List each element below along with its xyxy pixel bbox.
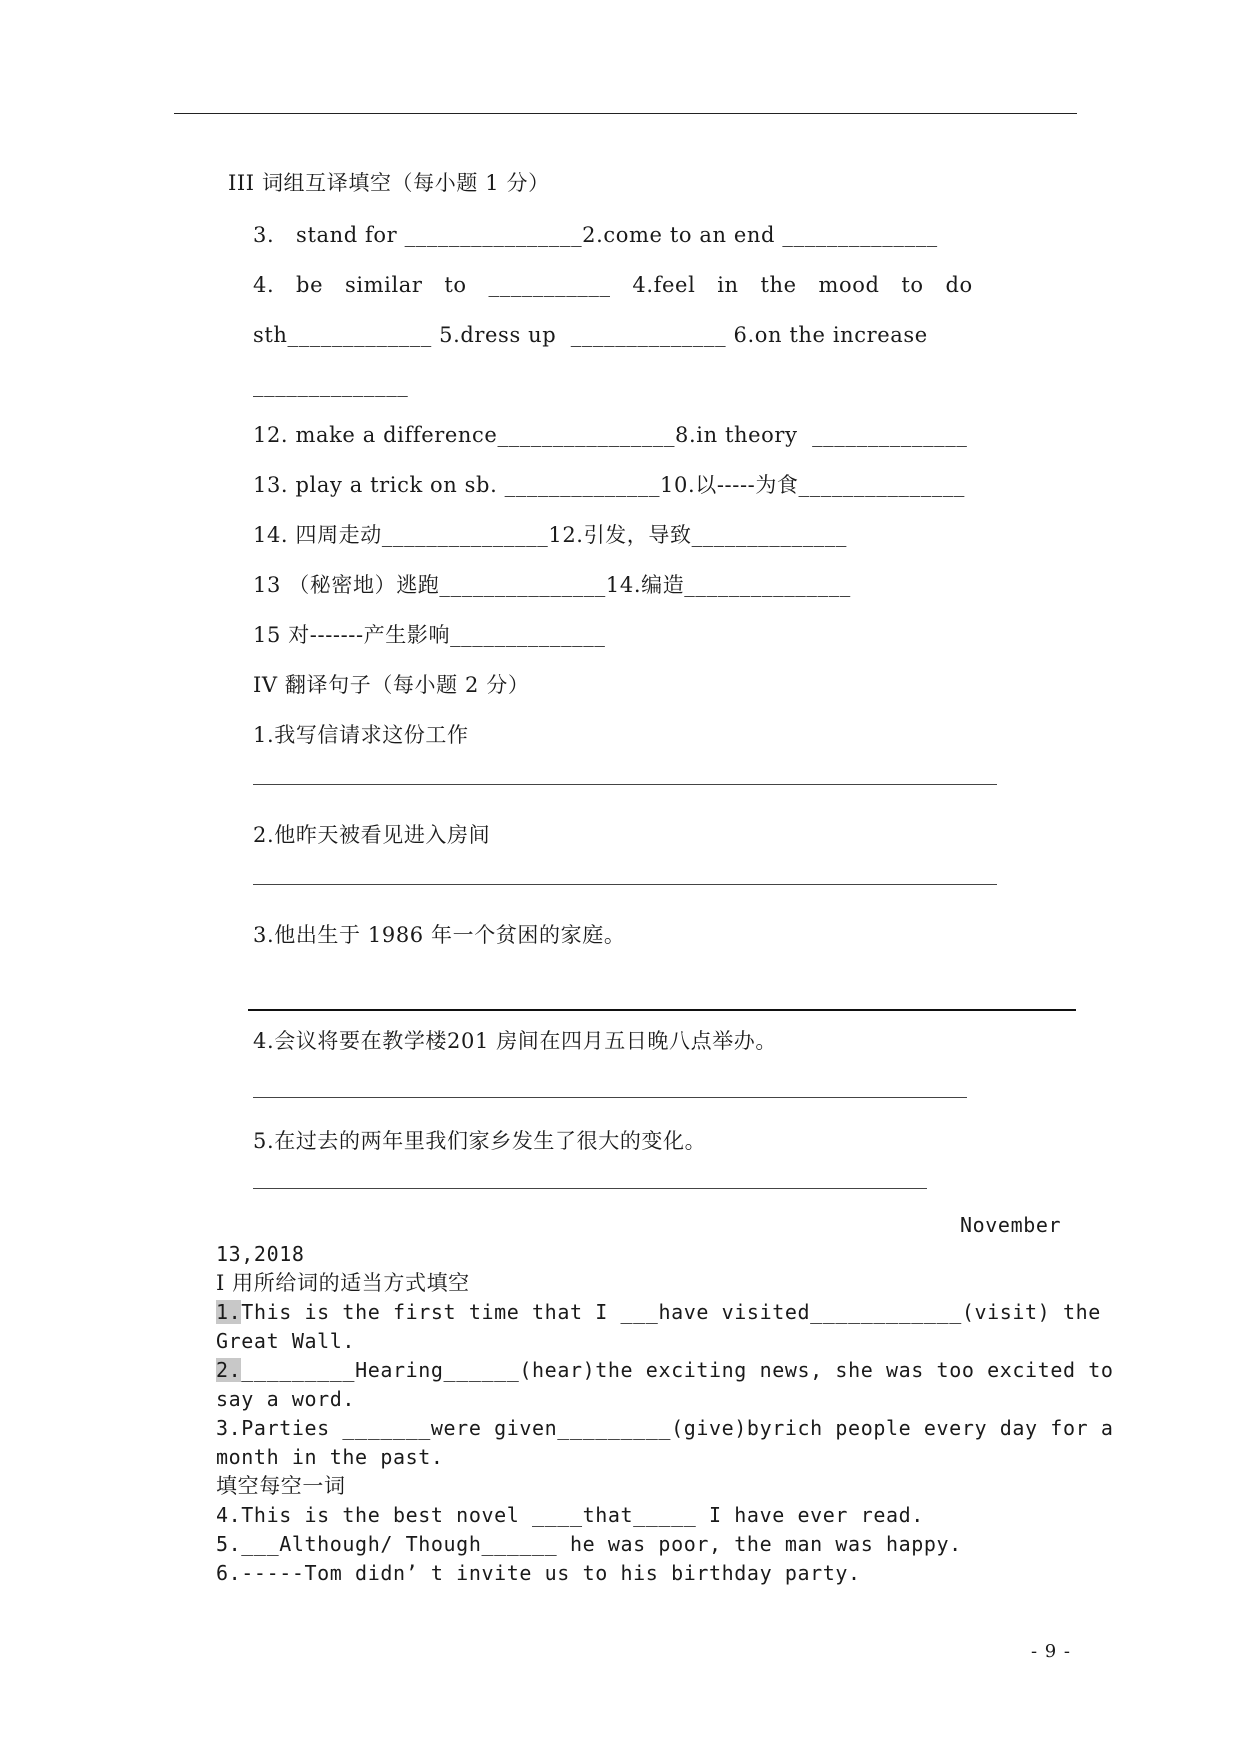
fill-item: 6.-----Tom didn’ t invite us to his birthday party. <box>216 1561 861 1585</box>
item-text: This is the first time that I ___have visited____________(visit) the <box>241 1300 1101 1324</box>
exercise-line: 13. play a trick on sb. ______________10.以-----为食_______________ <box>253 473 966 497</box>
translation-sentence: 3.他出生于 1986 年一个贫困的家庭。 <box>253 923 626 947</box>
section-iii-heading: III 词组互译填空（每小题 1 分） <box>228 171 550 195</box>
exercise-line: ______________ <box>253 373 409 397</box>
translation-sentence: 5.在过去的两年里我们家乡发生了很大的变化。 <box>253 1129 707 1153</box>
exercise-line: 14. 四周走动_______________12.引发，导致______________ <box>253 523 847 547</box>
fill-item-continued: say a word. <box>216 1387 356 1411</box>
date-day-year: 13,2018 <box>216 1242 305 1266</box>
fill-item: 3.Parties _______were given_________(give)byrich people every day for a <box>216 1416 1114 1440</box>
fill-item-continued: month in the past. <box>216 1445 444 1469</box>
fill-item: 4.This is the best novel ____that_____ I have ever read. <box>216 1503 924 1527</box>
fill-item <box>216 1299 1101 1325</box>
exercise-line: sth_____________ 5.dress up ______________ 6.on the increase <box>253 323 928 347</box>
date-month: November <box>960 1213 1062 1237</box>
item-text: _________Hearing______(hear)the exciting news, she was too excited to <box>241 1358 1114 1382</box>
fill-item-continued: Great Wall. <box>216 1329 356 1353</box>
exercise-line: 4. be similar to ___________ 4.feel in the mood to do <box>253 273 973 297</box>
answer-line <box>248 1009 1076 1011</box>
header-rule <box>174 113 1077 114</box>
page-number: - 9 - <box>1030 1641 1071 1662</box>
item-number: 1. <box>216 1300 242 1324</box>
answer-line <box>253 784 997 785</box>
exercise-line: 13 （秘密地）逃跑_______________14.编造_______________ <box>253 573 851 597</box>
part-i-heading: I 用所给词的适当方式填空 <box>216 1271 470 1295</box>
answer-line <box>253 1097 967 1098</box>
translation-sentence: 2.他昨天被看见进入房间 <box>253 823 491 847</box>
answer-line <box>253 1188 927 1189</box>
fill-item: 5.___Although/ Though______ he was poor, the man was happy. <box>216 1532 962 1556</box>
answer-line <box>253 884 997 885</box>
part-ii-heading: 填空每空一词 <box>216 1474 346 1498</box>
exercise-line: 15 对-------产生影响______________ <box>253 623 606 647</box>
translation-sentence: 1.我写信请求这份工作 <box>253 723 469 747</box>
exercise-line: 3. stand for ________________2.come to an end ______________ <box>253 223 938 247</box>
fill-item <box>216 1357 1114 1383</box>
exercise-line: 12. make a difference________________8.in theory ______________ <box>253 423 968 447</box>
section-iv-heading: IV 翻译句子（每小题 2 分） <box>253 673 530 697</box>
item-number: 2. <box>216 1358 242 1382</box>
translation-sentence: 4.会议将要在教学楼201 房间在四月五日晚八点举办。 <box>253 1029 777 1053</box>
